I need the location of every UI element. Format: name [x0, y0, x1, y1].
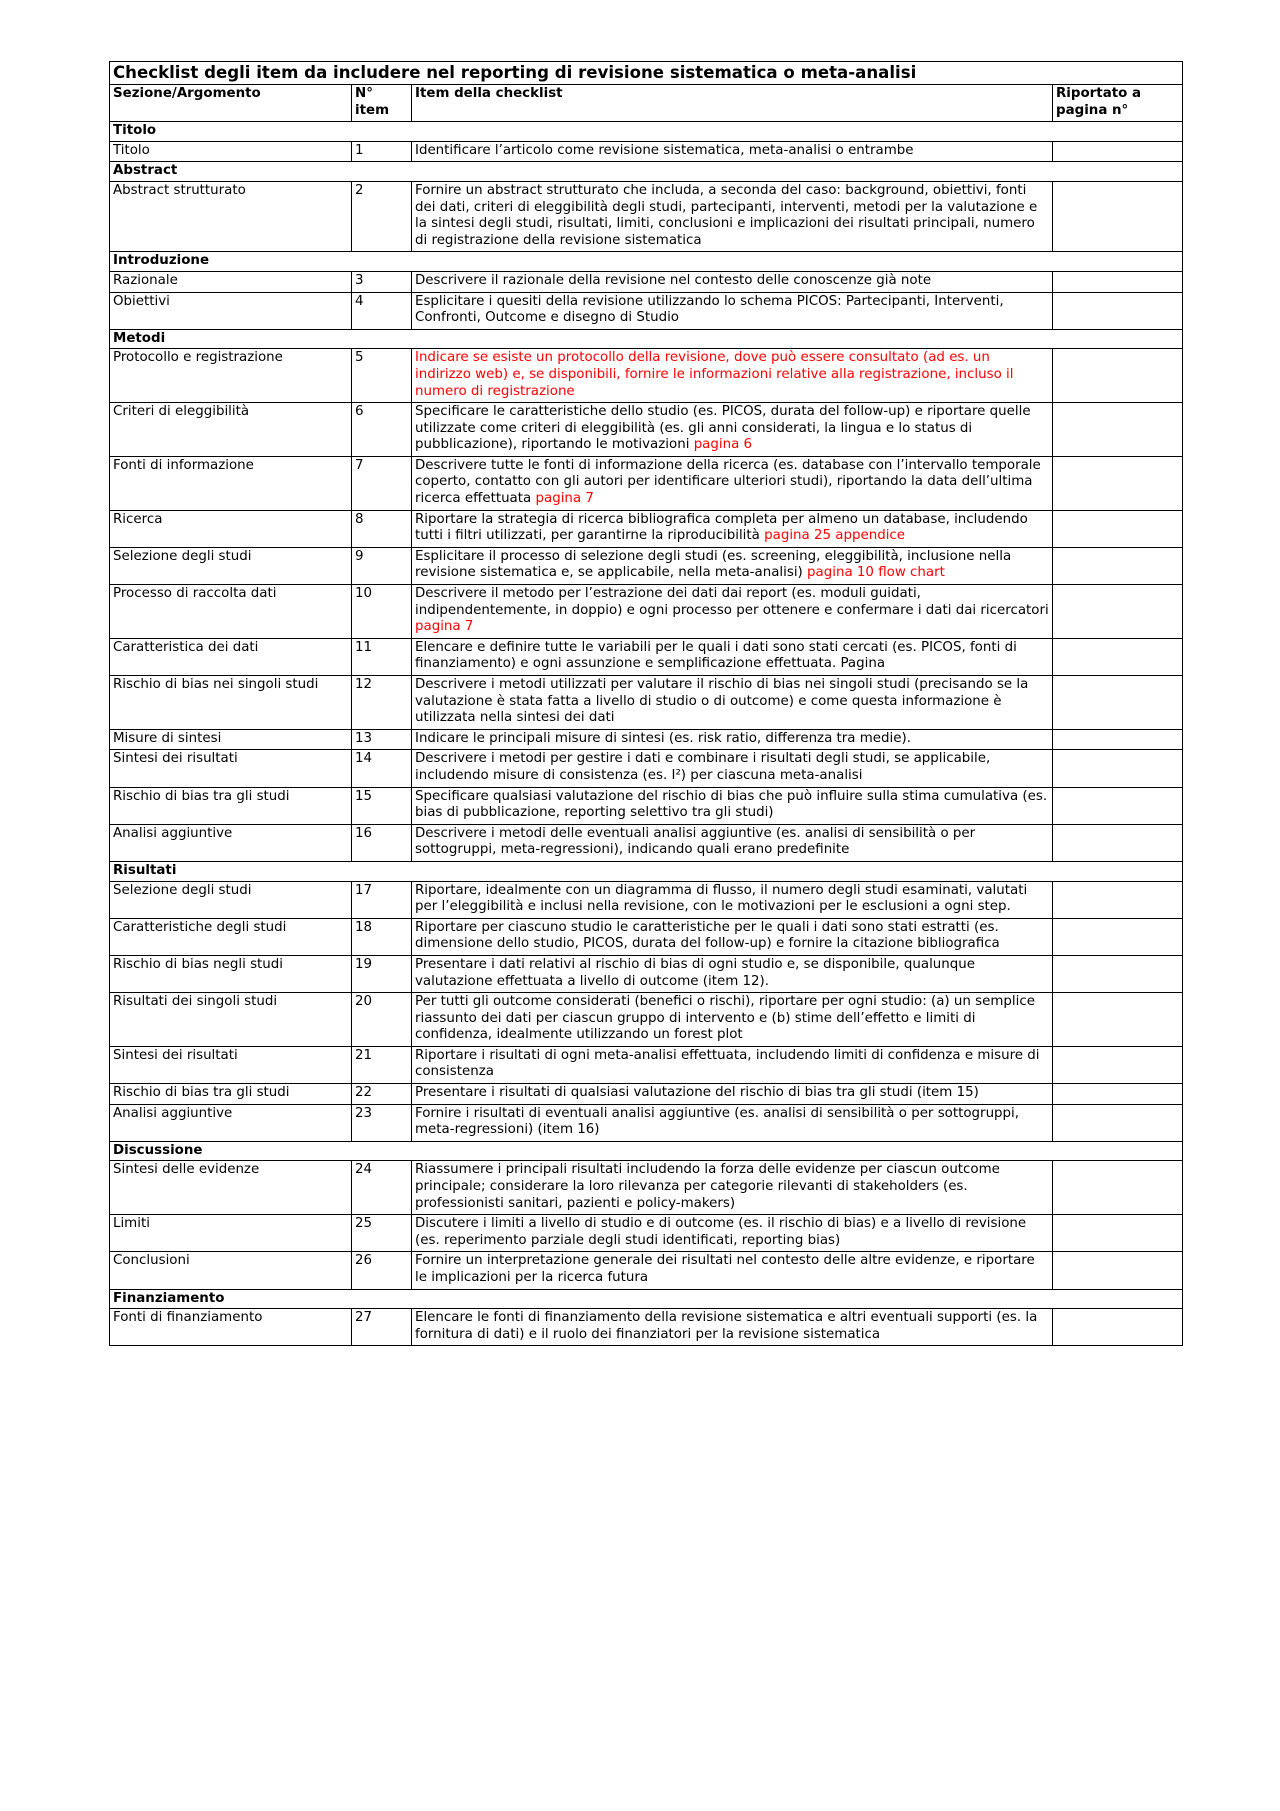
- page-reference-note: pagina 7: [415, 619, 474, 635]
- table-row: [110, 510, 1183, 547]
- item-text: Presentare i dati relativi al rischio di bias di ogni studio e, se disponibile, qualunque valutazione effettuata a livello di outcome (item 12).: [415, 956, 975, 989]
- topic-cell: Processo di raccolta dati: [110, 585, 352, 639]
- reported-page-cell: [1053, 676, 1183, 730]
- table-row: [110, 881, 1183, 918]
- topic-cell: Limiti: [110, 1215, 352, 1252]
- document-title: Checklist degli item da includere nel reporting di revisione sistematica o meta-analisi: [110, 62, 1183, 85]
- table-row: [110, 292, 1183, 329]
- item-text: Identificare l’articolo come revisione sistematica, meta-analisi o entrambe: [415, 142, 914, 158]
- reported-page-cell: [1053, 585, 1183, 639]
- table-row: [110, 750, 1183, 787]
- item-text: Descrivere il razionale della revisione nel contesto delle conoscenze già note: [415, 272, 932, 288]
- item-number-cell: 3: [352, 271, 412, 292]
- page-reference-note: pagina 7: [535, 491, 594, 507]
- checklist-body: [110, 62, 1183, 1346]
- topic-cell: Rischio di bias nei singoli studi: [110, 676, 352, 730]
- item-number-cell: 20: [352, 993, 412, 1047]
- section-heading: Finanziamento: [110, 1289, 1183, 1309]
- topic-cell: Selezione degli studi: [110, 547, 352, 584]
- item-text: Riportare, idealmente con un diagramma di flusso, il numero degli studi esaminati, valutati per l’eleggibilità e inclusi nella revisione, con le motivazioni per le esclusioni a ogni step.: [415, 882, 1028, 915]
- item-text: Descrivere i metodi delle eventuali analisi aggiuntive (es. analisi di sensibilità o per sottogruppi, meta-regressioni), indicando quali erano predefinite: [415, 825, 976, 858]
- topic-cell: Titolo: [110, 141, 352, 162]
- item-text: Riportare la strategia di ricerca bibliografica completa per almeno un database, includendo tutti i filtri utilizzati, per garantirne la riproducibilità: [415, 511, 1028, 544]
- section-heading: Discussione: [110, 1141, 1183, 1161]
- topic-cell: Fonti di informazione: [110, 456, 352, 510]
- topic-cell: Sintesi dei risultati: [110, 1046, 352, 1083]
- topic-cell: Rischio di bias tra gli studi: [110, 787, 352, 824]
- item-text: Elencare e definire tutte le variabili per le quali i dati sono stati cercati (es. PICOS, fonti di finanziamento) e ogni assunzione e semplificazione effettuata. Pagina: [415, 639, 1017, 672]
- item-text-cell: [412, 510, 1053, 547]
- item-number-cell: 26: [352, 1252, 412, 1289]
- item-text: Descrivere i metodi per gestire i dati e combinare i risultati degli studi, se applicabile, includendo misure di consistenza (es. I²) per ciascuna meta-analisi: [415, 751, 991, 783]
- item-number-cell: 22: [352, 1084, 412, 1105]
- item-text-cell: [412, 292, 1053, 329]
- item-number-cell: 11: [352, 638, 412, 675]
- item-text-cell: [412, 1161, 1053, 1215]
- item-text-cell: [412, 1309, 1053, 1346]
- item-text: Descrivere tutte le fonti di informazione della ricerca (es. database con l’intervallo temporale coperto, contatto con gli autori per identificare ulteriori studi), riportando la data dell’ultima ricerca effettuata: [415, 457, 1041, 507]
- item-text: Esplicitare i quesiti della revisione utilizzando lo schema PICOS: Partecipanti, Interventi, Confronti, Outcome e disegno di Studio: [415, 293, 1004, 326]
- topic-cell: Caratteristica dei dati: [110, 638, 352, 675]
- item-text-cell: [412, 993, 1053, 1047]
- reported-page-cell: [1053, 547, 1183, 584]
- item-text: Specificare le caratteristiche dello studio (es. PICOS, durata del follow-up) e riportare quelle utilizzate come criteri di eleggibilità (es. gli anni considerati, la lingua e lo status di pubblicazione), riportando le motivazioni: [415, 404, 1031, 453]
- reported-page-cell: [1053, 787, 1183, 824]
- table-row: [110, 955, 1183, 992]
- item-number-cell: 10: [352, 585, 412, 639]
- table-row: [110, 1046, 1183, 1083]
- topic-cell: Rischio di bias negli studi: [110, 955, 352, 992]
- section-heading: Abstract: [110, 162, 1183, 182]
- reported-page-cell: [1053, 729, 1183, 750]
- section-row: [110, 162, 1183, 182]
- item-text: Fornire un abstract strutturato che includa, a seconda del caso: background, obiettivi, fonti dei dati, criteri di eleggibilità degli studi, partecipanti, interventi, metodi per la valutazione e la sintesi degli studi, risultati, limiti, conclusioni e implicazioni dei risultati principali, numero di registrazione della revisione sistematica: [415, 182, 1038, 248]
- item-text: Presentare i risultati di qualsiasi valutazione del rischio di bias tra gli studi (item 15): [415, 1085, 979, 1101]
- topic-cell: Analisi aggiuntive: [110, 824, 352, 861]
- section-row: [110, 1289, 1183, 1309]
- page-reference-note: pagina 10 flow chart: [807, 565, 945, 581]
- topic-cell: Selezione degli studi: [110, 881, 352, 918]
- item-number-cell: 6: [352, 403, 412, 457]
- section-heading: Risultati: [110, 861, 1183, 881]
- topic-cell: Obiettivi: [110, 292, 352, 329]
- item-number-cell: 25: [352, 1215, 412, 1252]
- item-text: Riportare i risultati di ogni meta-analisi effettuata, includendo limiti di confidenza e misure di consistenza: [415, 1047, 1040, 1080]
- topic-cell: Abstract strutturato: [110, 181, 352, 251]
- item-number-cell: 5: [352, 349, 412, 403]
- item-number-cell: 15: [352, 787, 412, 824]
- section-row: [110, 122, 1183, 142]
- item-number-cell: 2: [352, 181, 412, 251]
- reported-page-cell: [1053, 1104, 1183, 1141]
- item-text: Esplicitare il processo di selezione degli studi (es. screening, eleggibilità, inclusione nella revisione sistematica e, se applicabile, nella meta-analisi): [415, 548, 1012, 581]
- topic-cell: Criteri di eleggibilità: [110, 403, 352, 457]
- title-row: [110, 62, 1183, 85]
- page-reference-note: Indicare se esiste un protocollo della revisione, dove può essere consultato (ad es. un indirizzo web) e, se disponibili, fornire le informazioni relative alla registrazione, incluso il numero di registrazione: [415, 350, 1014, 399]
- item-text: Elencare le fonti di finanziamento della revisione sistematica e altri eventuali supporti (es. la fornitura di dati) e il ruolo dei finanziatori per la revisione sistematica: [415, 1310, 1038, 1342]
- reported-page-cell: [1053, 403, 1183, 457]
- item-text-cell: [412, 638, 1053, 675]
- item-text-cell: [412, 918, 1053, 955]
- table-row: [110, 638, 1183, 675]
- item-number-cell: 16: [352, 824, 412, 861]
- item-number-cell: 7: [352, 456, 412, 510]
- item-text: Indicare le principali misure di sintesi (es. risk ratio, differenza tra medie).: [415, 730, 911, 746]
- table-row: [110, 918, 1183, 955]
- reported-page-cell: [1053, 881, 1183, 918]
- topic-cell: Conclusioni: [110, 1252, 352, 1289]
- reported-page-cell: [1053, 918, 1183, 955]
- topic-cell: Analisi aggiuntive: [110, 1104, 352, 1141]
- section-heading: Titolo: [110, 122, 1183, 142]
- table-row: [110, 456, 1183, 510]
- item-text-cell: [412, 750, 1053, 787]
- header-number: N° item: [352, 85, 412, 122]
- item-text-cell: [412, 787, 1053, 824]
- topic-cell: Risultati dei singoli studi: [110, 993, 352, 1047]
- item-text-cell: [412, 456, 1053, 510]
- topic-cell: Caratteristiche degli studi: [110, 918, 352, 955]
- item-number-cell: 19: [352, 955, 412, 992]
- item-number-cell: 24: [352, 1161, 412, 1215]
- item-text: Discutere i limiti a livello di studio e di outcome (es. il rischio di bias) e a livello di revisione (es. reperimento parziale degli studi identificati, reporting bias): [415, 1216, 1027, 1248]
- table-row: [110, 1309, 1183, 1346]
- header-item: Item della checklist: [412, 85, 1053, 122]
- table-row: [110, 1084, 1183, 1105]
- item-text: Riportare per ciascuno studio le caratteristiche per le quali i dati sono stati estratti (es. dimensione dello studio, PICOS, durata del follow-up) e fornire la citazione bibliografica: [415, 919, 1000, 952]
- table-row: [110, 349, 1183, 403]
- table-row: [110, 547, 1183, 584]
- item-text-cell: [412, 403, 1053, 457]
- table-row: [110, 1161, 1183, 1215]
- topic-cell: Razionale: [110, 271, 352, 292]
- reported-page-cell: [1053, 510, 1183, 547]
- table-row: [110, 1215, 1183, 1252]
- table-row: [110, 1104, 1183, 1141]
- topic-cell: Protocollo e registrazione: [110, 349, 352, 403]
- item-text-cell: [412, 1104, 1053, 1141]
- table-row: [110, 824, 1183, 861]
- reported-page-cell: [1053, 349, 1183, 403]
- table-row: [110, 993, 1183, 1047]
- page-reference-note: pagina 6: [693, 437, 753, 453]
- reported-page-cell: [1053, 750, 1183, 787]
- table-row: [110, 585, 1183, 639]
- section-row: [110, 252, 1183, 272]
- item-number-cell: 8: [352, 510, 412, 547]
- item-number-cell: 1: [352, 141, 412, 162]
- topic-cell: Sintesi delle evidenze: [110, 1161, 352, 1215]
- topic-cell: Ricerca: [110, 510, 352, 547]
- item-text-cell: [412, 824, 1053, 861]
- item-text-cell: [412, 349, 1053, 403]
- item-text: Specificare qualsiasi valutazione del rischio di bias che può influire sulla stima cumulativa (es. bias di pubblicazione, reporting selettivo tra gli studi): [415, 788, 1048, 821]
- reported-page-cell: [1053, 1252, 1183, 1289]
- item-text-cell: [412, 955, 1053, 992]
- reported-page-cell: [1053, 824, 1183, 861]
- checklist-table: [109, 61, 1183, 1346]
- item-number-cell: 21: [352, 1046, 412, 1083]
- reported-page-cell: [1053, 1084, 1183, 1105]
- item-text-cell: [412, 1084, 1053, 1105]
- item-text-cell: [412, 585, 1053, 639]
- item-text: Descrivere i metodi utilizzati per valutare il rischio di bias nei singoli studi (precisando se la valutazione è stata fatta a livello di studio o di outcome) e come questa informazione è utilizzata nella sintesi dei dati: [415, 677, 1029, 726]
- reported-page-cell: [1053, 1309, 1183, 1346]
- item-text-cell: [412, 141, 1053, 162]
- topic-cell: Misure di sintesi: [110, 729, 352, 750]
- reported-page-cell: [1053, 181, 1183, 251]
- reported-page-cell: [1053, 1161, 1183, 1215]
- item-text-cell: [412, 1046, 1053, 1083]
- item-number-cell: 18: [352, 918, 412, 955]
- item-text-cell: [412, 271, 1053, 292]
- topic-cell: Rischio di bias tra gli studi: [110, 1084, 352, 1105]
- table-row: [110, 729, 1183, 750]
- item-text-cell: [412, 676, 1053, 730]
- table-row: [110, 403, 1183, 457]
- table-row: [110, 1252, 1183, 1289]
- item-text: Fornire i risultati di eventuali analisi aggiuntive (es. analisi di sensibilità o per sottogruppi, meta-regressioni) (item 16): [415, 1105, 1020, 1138]
- item-text-cell: [412, 1215, 1053, 1252]
- section-heading: Introduzione: [110, 252, 1183, 272]
- item-text: Riassumere i principali risultati includendo la forza delle evidenze per ciascun outcome principale; considerare la loro rilevanza per categorie rilevanti di stakeholders (es. professionisti sanitari, pazienti e policy-makers): [415, 1162, 1000, 1211]
- table-row: [110, 271, 1183, 292]
- section-row: [110, 329, 1183, 349]
- item-text-cell: [412, 181, 1053, 251]
- item-number-cell: 17: [352, 881, 412, 918]
- header-row: [110, 85, 1183, 122]
- reported-page-cell: [1053, 141, 1183, 162]
- topic-cell: Sintesi dei risultati: [110, 750, 352, 787]
- item-text-cell: [412, 547, 1053, 584]
- item-text-cell: [412, 1252, 1053, 1289]
- reported-page-cell: [1053, 638, 1183, 675]
- item-number-cell: 27: [352, 1309, 412, 1346]
- item-number-cell: 14: [352, 750, 412, 787]
- section-row: [110, 861, 1183, 881]
- reported-page-cell: [1053, 1046, 1183, 1083]
- item-text: Per tutti gli outcome considerati (benefici o rischi), riportare per ogni studio: (a) un semplice riassunto dei dati per ciascun gruppo di intervento e (b) stime dell’effetto e limiti di confidenza, idealmente utilizzando un forest plot: [415, 994, 1035, 1043]
- item-text: Fornire un interpretazione generale dei risultati nel contesto delle altre evidenze, e riportare le implicazioni per la ricerca futura: [415, 1253, 1035, 1285]
- table-row: [110, 787, 1183, 824]
- item-number-cell: 13: [352, 729, 412, 750]
- item-text-cell: [412, 729, 1053, 750]
- reported-page-cell: [1053, 292, 1183, 329]
- page-reference-note: pagina 25 appendice: [764, 528, 906, 544]
- table-row: [110, 141, 1183, 162]
- section-row: [110, 1141, 1183, 1161]
- header-page: Riportato a pagina n°: [1053, 85, 1183, 122]
- item-text-cell: [412, 881, 1053, 918]
- table-row: [110, 676, 1183, 730]
- reported-page-cell: [1053, 271, 1183, 292]
- reported-page-cell: [1053, 1215, 1183, 1252]
- section-heading: Metodi: [110, 329, 1183, 349]
- item-number-cell: 9: [352, 547, 412, 584]
- item-number-cell: 12: [352, 676, 412, 730]
- topic-cell: Fonti di finanziamento: [110, 1309, 352, 1346]
- header-section: Sezione/Argomento: [110, 85, 352, 122]
- reported-page-cell: [1053, 993, 1183, 1047]
- item-text: Descrivere il metodo per l’estrazione dei dati dai report (es. moduli guidati, indipendentemente, in doppio) e ogni processo per ottenere e confermare i dati dai ricercatori: [415, 586, 1049, 618]
- table-row: [110, 181, 1183, 251]
- reported-page-cell: [1053, 955, 1183, 992]
- item-number-cell: 23: [352, 1104, 412, 1141]
- reported-page-cell: [1053, 456, 1183, 510]
- item-number-cell: 4: [352, 292, 412, 329]
